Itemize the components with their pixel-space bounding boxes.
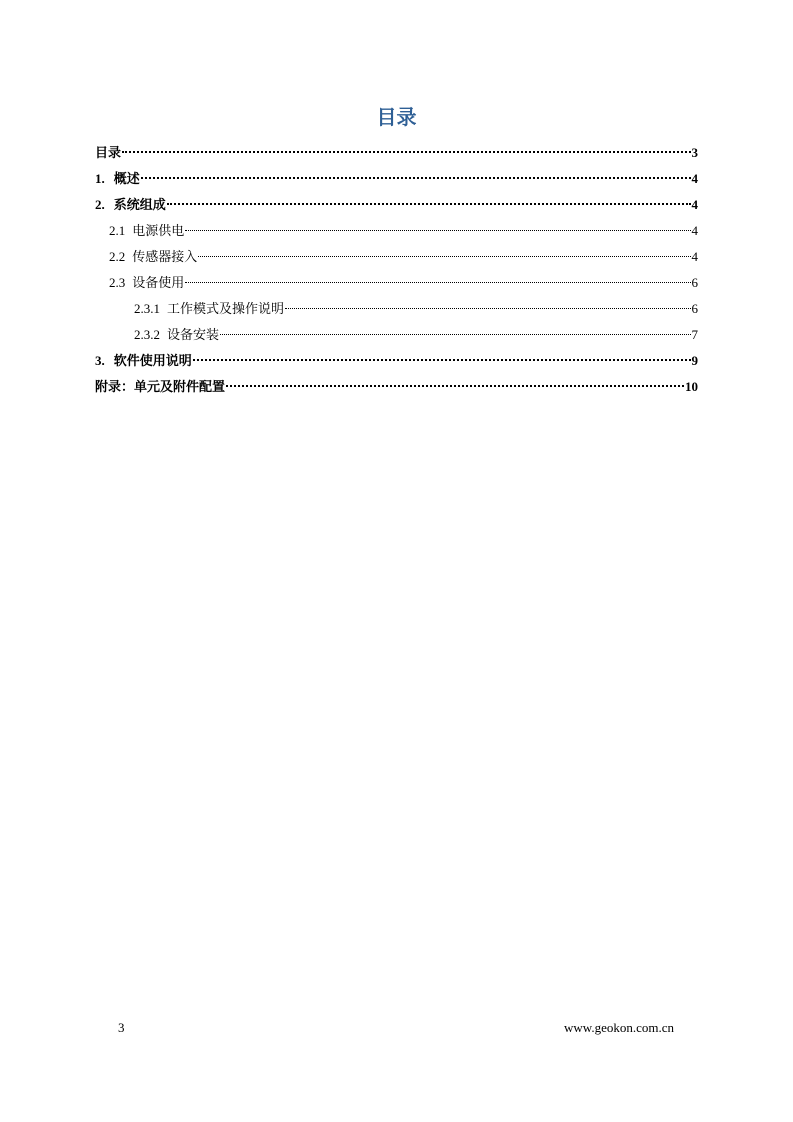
toc-leader-dots xyxy=(185,230,690,231)
toc-entry-overview[interactable] xyxy=(95,166,698,192)
toc-entry-text: 设备安装 xyxy=(167,328,220,343)
toc-entry-text: 传感器接入 xyxy=(132,250,198,265)
toc-entry-system[interactable] xyxy=(95,192,698,218)
toc-entry-software[interactable] xyxy=(95,348,698,374)
toc-entry-page: 6 xyxy=(691,275,698,290)
toc-entry-text: 设备使用 xyxy=(132,276,185,291)
toc-leader-dots xyxy=(285,308,690,309)
toc-entry-text: 软件使用说明 xyxy=(113,354,192,369)
toc-entry-number: 2.3 xyxy=(109,275,126,290)
toc-entry-text: 附录：单元及附件配置 xyxy=(95,380,226,395)
toc-entry-sensor[interactable] xyxy=(109,244,698,270)
footer-page-number: 3 xyxy=(118,1020,125,1035)
toc-entry-page: 4 xyxy=(691,249,698,264)
toc-leader-dots xyxy=(185,282,690,283)
toc-entry-text: 目录 xyxy=(95,146,122,161)
toc-entry-appendix[interactable] xyxy=(95,374,698,400)
toc-entry-page: 6 xyxy=(691,301,698,316)
toc-entry-page: 4 xyxy=(691,197,698,212)
toc-entry-contents[interactable] xyxy=(95,140,698,166)
toc-entry-text: 电源供电 xyxy=(132,224,185,239)
toc-entry-number: 2.2 xyxy=(109,249,126,264)
toc-leader-dots xyxy=(198,256,690,257)
toc-entry-number: 2. xyxy=(95,197,105,212)
toc-entry-page: 10 xyxy=(685,379,698,394)
toc-entry-work-mode[interactable] xyxy=(134,296,698,322)
toc-leader-dots xyxy=(226,385,684,387)
footer-url[interactable]: www.geokon.com.cn xyxy=(564,1020,674,1035)
toc-entry-page: 7 xyxy=(691,327,698,342)
toc-title: 目录 xyxy=(376,105,417,129)
toc-entry-number: 2.3.1 xyxy=(134,301,160,316)
toc-entry-page: 4 xyxy=(691,171,698,186)
toc-entry-usage[interactable] xyxy=(109,270,698,296)
toc-entry-power[interactable] xyxy=(109,218,698,244)
toc-leader-dots xyxy=(122,151,690,153)
toc-leader-dots xyxy=(141,177,691,179)
toc-entry-number: 2.3.2 xyxy=(134,327,160,342)
toc-entry-number: 2.1 xyxy=(109,223,126,238)
toc-entry-text: 工作模式及操作说明 xyxy=(167,302,285,317)
toc-entry-installation[interactable] xyxy=(134,322,698,348)
toc-entry-page: 3 xyxy=(691,145,698,160)
toc-entry-text: 系统组成 xyxy=(113,198,166,213)
toc-leader-dots xyxy=(220,334,690,335)
toc-leader-dots xyxy=(193,359,691,361)
toc-entry-text: 概述 xyxy=(113,172,140,187)
toc-entry-page: 4 xyxy=(691,223,698,238)
toc-entry-page: 9 xyxy=(691,353,698,368)
toc-entry-number: 3. xyxy=(95,353,105,368)
toc-leader-dots xyxy=(167,203,691,205)
toc-entry-number: 1. xyxy=(95,171,105,186)
